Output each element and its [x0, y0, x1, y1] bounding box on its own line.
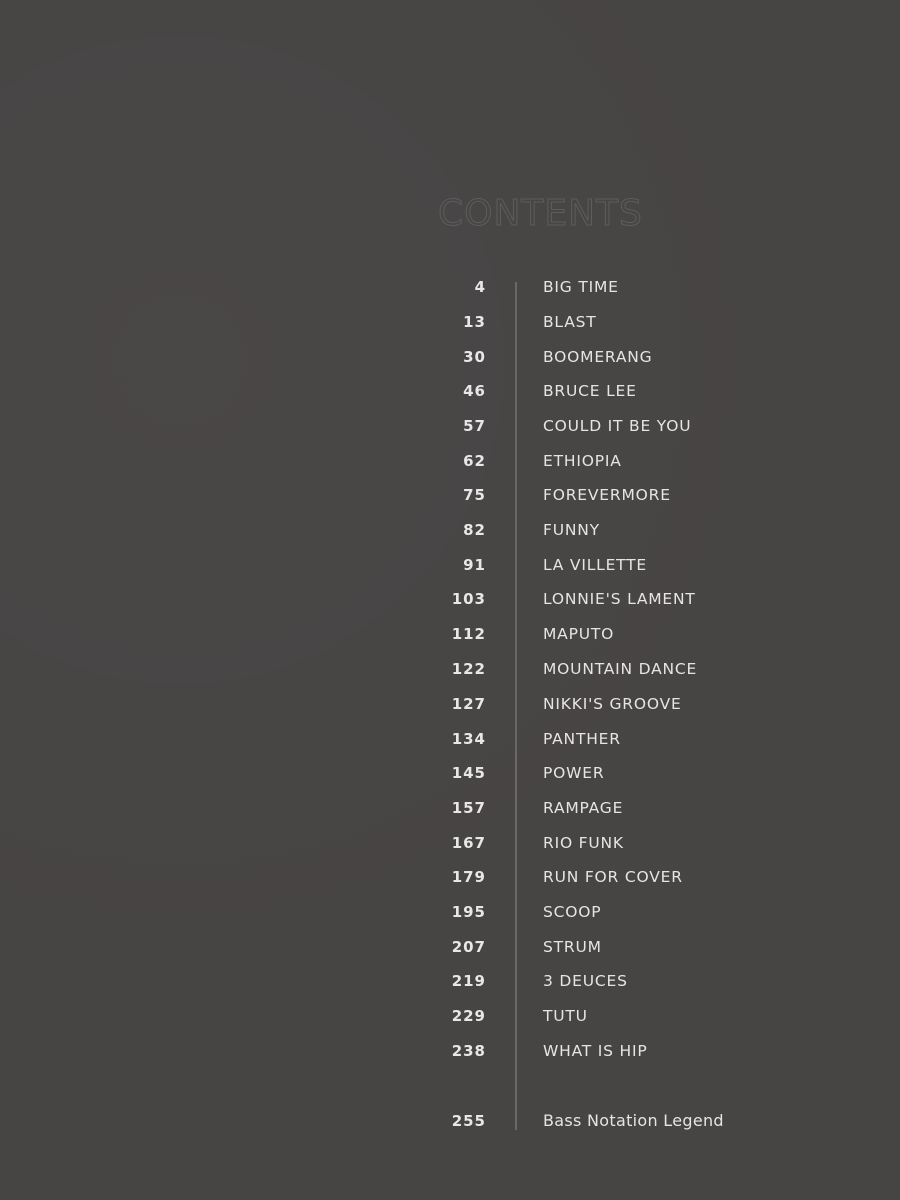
- toc-entry: [400, 935, 880, 959]
- toc-song-title: STRUM: [543, 938, 602, 956]
- toc-entry: [400, 1004, 880, 1028]
- toc-page-number: 207: [451, 938, 486, 956]
- toc-song-title: TUTU: [543, 1007, 588, 1025]
- toc-page-number: 62: [463, 452, 486, 470]
- toc-page-number: 134: [451, 730, 486, 748]
- toc-song-title: ETHIOPIA: [543, 452, 622, 470]
- toc-page-number: 179: [451, 868, 486, 886]
- toc-page-number: 122: [451, 660, 486, 678]
- toc-song-title: MOUNTAIN DANCE: [543, 660, 698, 678]
- toc-page-number: 167: [451, 834, 486, 852]
- toc-song-title: FOREVERMORE: [543, 486, 671, 504]
- toc-entry: [400, 518, 880, 542]
- toc-entry: [400, 692, 880, 716]
- toc-page-number: 13: [463, 313, 486, 331]
- toc-page-number: 195: [451, 903, 486, 921]
- toc-song-title: RAMPAGE: [543, 799, 624, 817]
- toc-entry: [400, 483, 880, 507]
- toc-legend-title: Bass Notation Legend: [543, 1111, 724, 1130]
- toc-page-number: 229: [451, 1007, 486, 1025]
- toc-song-title: POWER: [543, 764, 605, 782]
- page-title: CONTENTS: [438, 193, 643, 234]
- toc-song-title: LA VILLETTE: [543, 556, 648, 574]
- toc-entry: [400, 622, 880, 646]
- toc-entry: [400, 345, 880, 369]
- toc-song-title: RUN FOR COVER: [543, 868, 683, 886]
- toc-entry: [400, 310, 880, 334]
- toc-entry: [400, 761, 880, 785]
- toc-song-title: FUNNY: [543, 521, 600, 539]
- toc-page-number: 219: [451, 972, 486, 990]
- toc-entry: [400, 275, 880, 299]
- toc-page-number: 127: [451, 695, 486, 713]
- toc-page-number: 91: [463, 556, 486, 574]
- toc-song-title: NIKKI'S GROOVE: [543, 695, 682, 713]
- toc-page-number: 75: [463, 486, 486, 504]
- toc-song-title: COULD IT BE YOU: [543, 417, 692, 435]
- toc-song-title: BIG TIME: [543, 278, 619, 296]
- toc-page-number: 255: [451, 1112, 486, 1130]
- toc-song-title: RIO FUNK: [543, 834, 624, 852]
- toc-entry: [400, 831, 880, 855]
- toc-song-title: BOOMERANG: [543, 348, 653, 366]
- toc-page-number: 157: [451, 799, 486, 817]
- toc-entry: [400, 553, 880, 577]
- toc-page-number: 145: [451, 764, 486, 782]
- toc-entry: [400, 865, 880, 889]
- toc-song-title: MAPUTO: [543, 625, 615, 643]
- toc-page-number: 82: [463, 521, 486, 539]
- toc-entry: [400, 379, 880, 403]
- toc-entry: [400, 727, 880, 751]
- toc-page-number: 30: [463, 348, 486, 366]
- toc-page-number: 103: [451, 590, 486, 608]
- toc-entry: [400, 796, 880, 820]
- toc-entry: [400, 1039, 880, 1063]
- toc-page-number: 4: [474, 278, 486, 296]
- toc-entry: [400, 587, 880, 611]
- toc-song-title: 3 DEUCES: [543, 972, 628, 990]
- toc-page-number: 112: [451, 625, 486, 643]
- toc-page-number: 46: [463, 382, 486, 400]
- toc-page-number: 238: [451, 1042, 486, 1060]
- toc-page-number: 57: [463, 417, 486, 435]
- toc-song-title: SCOOP: [543, 903, 602, 921]
- toc-song-title: LONNIE'S LAMENT: [543, 590, 696, 608]
- toc-entry: [400, 900, 880, 924]
- toc-song-title: BRUCE LEE: [543, 382, 637, 400]
- toc-song-title: BLAST: [543, 313, 597, 331]
- toc-song-title: PANTHER: [543, 730, 621, 748]
- toc-entry: [400, 657, 880, 681]
- toc-song-title: WHAT IS HIP: [543, 1042, 648, 1060]
- toc-entry: [400, 414, 880, 438]
- toc-entry-legend: [400, 1109, 880, 1133]
- toc-entry: [400, 969, 880, 993]
- toc-entry: [400, 449, 880, 473]
